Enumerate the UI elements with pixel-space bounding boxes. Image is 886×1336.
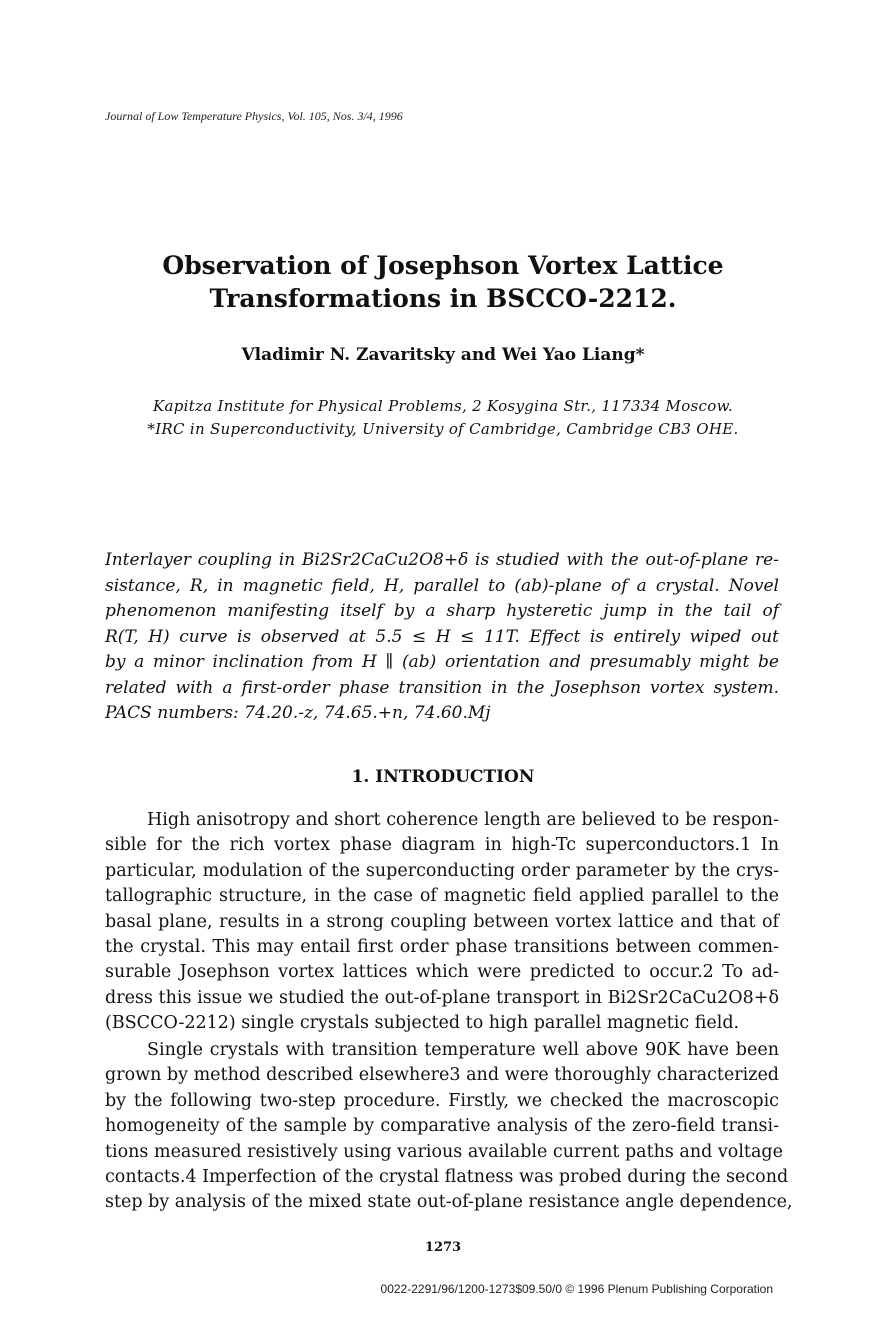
body-line: particular, modulation of the superconducting order parameter by the crys- [105, 860, 779, 881]
body-line: dress this issue we studied the out-of-plane transport in Bi2Sr2CaCu2O8+δ [105, 987, 779, 1008]
body-line: basal plane, results in a strong coupling between vortex lattice and that of [105, 911, 779, 932]
body-line: the crystal. This may entail first order phase transitions between commen- [105, 936, 779, 957]
affiliation-2: *IRC in Superconductivity, University of Cambridge, Cambridge CB3 OHE. [147, 420, 739, 438]
body-line: tallographic structure, in the case of magnetic field applied parallel to the [105, 886, 779, 907]
body-line: by the following two-step procedure. Firstly, we checked the macroscopic [105, 1090, 779, 1111]
authors: Vladimir N. Zavaritsky and Wei Yao Liang* [241, 345, 645, 365]
body-line: tions measured resistively using various available current paths and voltage [105, 1141, 783, 1162]
section-heading: 1. INTRODUCTION [351, 767, 535, 787]
body-line: Single crystals with transition temperature well above 90K have been [147, 1040, 779, 1060]
body-line: sible for the rich vortex phase diagram in high-Tc superconductors.1 In [105, 835, 779, 856]
abstract-line: by a minor inclination from H ∥ (ab) orientation and presumably might be [105, 652, 779, 672]
intro-paragraph-1 [105, 808, 779, 1037]
page-number: 1273 [424, 1240, 462, 1255]
abstract-line: R(T, H) curve is observed at 5.5 ≤ H ≤ 11T. Effect is entirely wiped out [105, 626, 779, 647]
body-line: High anisotropy and short coherence length are believed to be respon- [147, 810, 779, 830]
body-line: step by analysis of the mixed state out-of-plane resistance angle dependence, [105, 1192, 793, 1213]
journal-citation: Journal of Low Temperature Physics, Vol. 105, Nos. 3/4, 1996 [105, 109, 403, 123]
copyright-footer: 0022-2291/96/1200-1273$09.50/0 © 1996 Plenum Publishing Corporation [380, 1282, 773, 1296]
body-line: (BSCCO-2212) single crystals subjected to high parallel magnetic field. [105, 1013, 740, 1034]
abstract-line: sistance, R, in magnetic field, H, parallel to (ab)-plane of a crystal. Novel [105, 575, 779, 596]
abstract-line: Interlayer coupling in Bi2Sr2CaCu2O8+δ is studied with the out-of-plane re- [105, 550, 779, 570]
affiliation-1: Kapitza Institute for Physical Problems, 2 Kosygina Str., 117334 Moscow. [152, 397, 734, 415]
paper-title-line-2: Transformations in BSCCO-2212. [209, 284, 677, 313]
pacs-numbers: PACS numbers: 74.20.-z, 74.65.+n, 74.60.Mj [105, 703, 491, 723]
body-line: contacts.4 Imperfection of the crystal flatness was probed during the second [105, 1166, 789, 1187]
body-line: surable Josephson vortex lattices which were predicted to occur.2 To ad- [105, 962, 779, 983]
paper-title-line-1: Observation of Josephson Vortex Lattice [162, 251, 724, 280]
abstract-line: phenomenon manifesting itself by a sharp hysteretic jump in the tail of [105, 601, 779, 621]
abstract-line: related with a first-order phase transition in the Josephson vortex system. [105, 677, 779, 698]
body-line: homogeneity of the sample by comparative analysis of the zero-field transi- [105, 1116, 779, 1137]
abstract [105, 548, 779, 727]
body-line: grown by method described elsewhere3 and were thoroughly characterized [105, 1065, 779, 1086]
intro-paragraph-2 [105, 1038, 793, 1216]
